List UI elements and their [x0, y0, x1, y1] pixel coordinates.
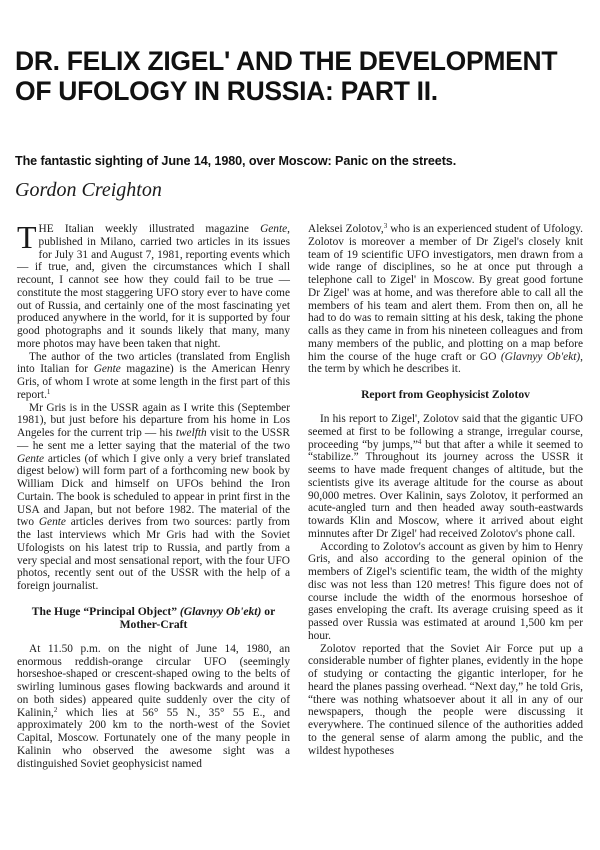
- paragraph-report: In his report to Zigel', Zolotov said that the gigantic UFO seemed at first to be following a strange, irregular course, proceeding “by jumps,”$^4$ but that after a while it seemed to “stabilize.” Throughout its journey across the USSR it seems to have made frequent changes of altitude, but the scientists give its average altitude for the course as about 90,000 metres. Over Kalinin, says Zolotov, it performed an acute-angled turn and then headed away south-eastwards towards Klin and Moscow, where it arrived about eight minnutes after Dr Zigel' had received Zolotov's phone call.: [308, 413, 583, 540]
- paragraph-gris-trip: Mr Gris is in the USSR again as I write this (September 1981), but just before his departure from his home in Los Angeles for the current trip — his twelfth visit to the USSR — he sent me a letter saying that the material of the two Gente articles (of which I give only a very brief translated digest below) will form part of a forthcoming new book by William Dick and himself on UFOs behind the Iron Curtain. The book is scheduled to appear in print first in the USA and Japan, but not before 1982. The material of the two Gente articles derives from two sources: partly from the last interviews which Mr Gris had with the Soviet Ufologists on his latest trip to Russia, and partly from a very special and most sensational report, with the four UFO photos, recently sent out of the USSR with the help of a foreign journalist.: [17, 401, 290, 592]
- left-column: [17, 219, 290, 770]
- drop-cap: T: [17, 219, 37, 255]
- magazine-name: Gente: [260, 223, 288, 235]
- magazine-name: Gente: [38, 516, 66, 529]
- author-byline: Gordon Creighton: [15, 179, 162, 201]
- article-title: DR. FELIX ZIGEL' AND THE DEVELOPMENT OF UFOLOGY IN RUSSIA: PART II.: [15, 46, 558, 106]
- paragraph-intro: THE Italian weekly illustrated magazine Gente, published in Milano, carried two articles in its issues for July 31 and August 7, 1981, reporting events which — if true, and, given the circumstances which I shall recount, I cannot see how they could fail to be true — constitute the most staggering UFO story ever to have come out of Russia, and certainly one of the most fascinating yet produced anywhere in the world, for it is supported by four good photographs and it sounds likely that many, many more photos may have been taken that night.: [17, 219, 290, 350]
- footnote-ref: 2: [53, 705, 58, 714]
- magazine-name: Gente: [17, 452, 45, 465]
- paragraph-air-force: Zolotov reported that the Soviet Air Force put up a considerable number of fighter planes, evidently in the hope of studying or contacting the gigantic interloper, for he heard the planes passing overhead. “Next day,” he told Gris, “there was nothing whatsoever about it all in any of our newspapers, though the people were discussing it everywhere. The continued silence of the authorities added to the general sense of alarm among the public, and the wildest hypotheses: [308, 642, 583, 757]
- paragraph-author-info: The author of the two articles (translated from English into Italian for Gente magazine) is the American Henry Gris, of whom I wrote at some length in the first part of this report.$^1$: [17, 350, 290, 401]
- section-heading-report: Report from Geophysicist Zolotov: [361, 388, 530, 401]
- footnote-ref: 4: [417, 437, 422, 446]
- footnote-ref: 3: [383, 222, 388, 230]
- paragraph-zolotov: Aleksei Zolotov,$^3$ who is an experienced student of Ufology. Zolotov is moreover a member of Dr Zigel's closely knit team of 19 scientific UFO investigators, men drawn from a wide range of disciplines, so he at once put through a telephone call to Zigel' in Moscow. By great good fortune Dr Zigel' was at home, and was therefore able to call all the members of his team and alert them. From then on, all he had to do was to remain sitting at his desk, taking the phone calls as they came in from his nineteen colleagues and from many members of the public, and plotting on a map before him the course of the huge craft or GO (Glavnyy Ob'ekt), the term by which he describes it.: [308, 222, 583, 376]
- magazine-name: Gente: [93, 363, 121, 376]
- article-subtitle: The fantastic sighting of June 14, 1980, over Moscow: Panic on the streets.: [15, 154, 457, 168]
- section-heading-principal-object: The Huge “Principal Object” (Glavnyy Ob'ekt) or Mother-Craft: [31, 604, 276, 631]
- right-column: [308, 223, 583, 757]
- paragraph-disc-width: According to Zolotov's account as given by him to Henry Gris, and also according to the general opinion of the members of Zigel's scientific team, the width of the mighty disc was not less than 120 metres! This figure does not of course include the width of the enormous horseshoe of gases enveloping the craft. Its average cruising speed as it passed over Russia was estimated at around 1,500 km per hour.: [308, 540, 583, 642]
- paragraph-sighting: At 11.50 p.m. on the night of June 14, 1980, an enormous reddish-orange circular UFO (seemingly horseshoe-shaped or crescent-shaped owing to the belts of swirling luminous gases flowing backwards and around it on both sides) appeared quite suddenly over the city of Kalinin,$^2$ which lies at 56° 55 N., 35° 55 E., and approximately 200 km to the north-west of the Soviet Capital, Moscow. Fortunately one of the many people in Kalinin who observed the awesome sight was a distinguished Soviet geophysicist named: [17, 642, 290, 770]
- footnote-ref: 1: [46, 387, 51, 396]
